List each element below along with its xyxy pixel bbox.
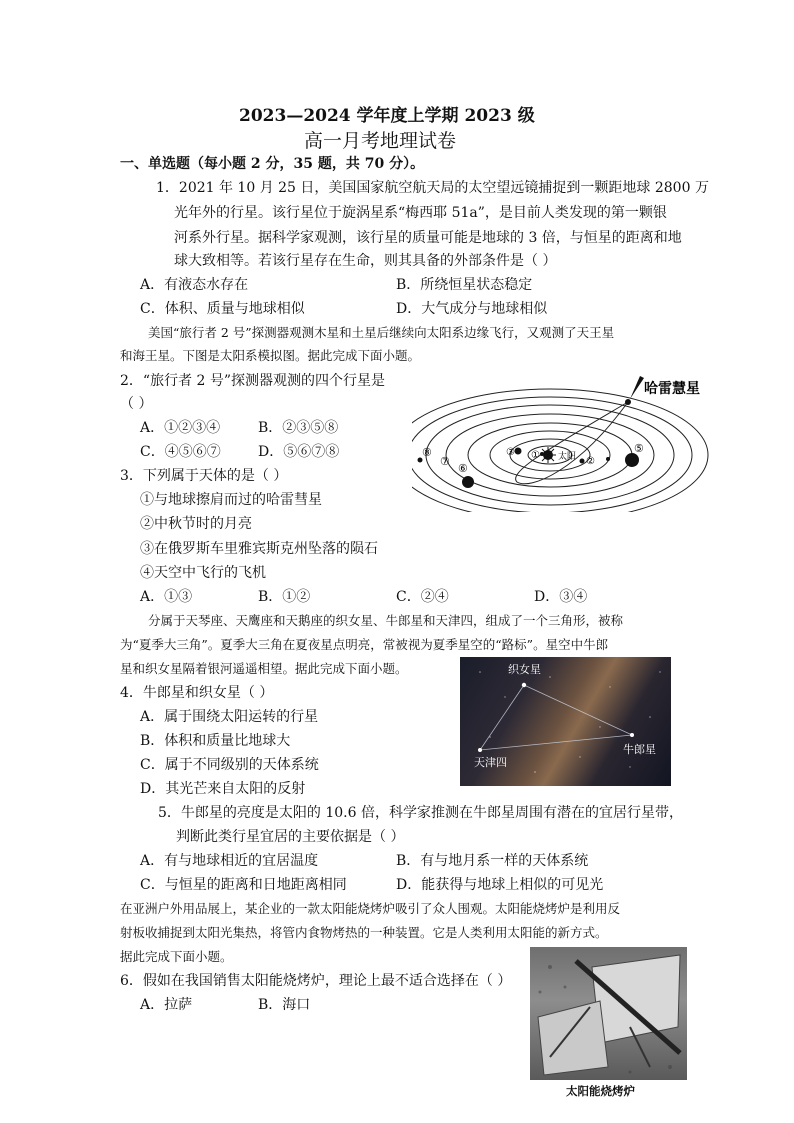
q1-stem-line1: 1．2021 年 10 月 25 日，美国国家航空航天局的太空望远镜捕捉到一颗距地球 2800 万 xyxy=(156,180,709,196)
q2-option-c[interactable]: C．④⑤⑥⑦ xyxy=(140,444,221,460)
planet-5 xyxy=(625,453,639,467)
q5-option-d[interactable]: D．能获得与地球上相似的可见光 xyxy=(396,877,604,893)
section-heading: 一、单选题（每小题 2 分，35 题，共 70 分）。 xyxy=(120,156,425,172)
q2-stem-line1: 2．“旅行者 2 号”探测器观测的四个行星是 xyxy=(120,373,386,389)
altair-star xyxy=(630,733,634,737)
planet-6 xyxy=(462,476,474,488)
q3-option-b[interactable]: B．①② xyxy=(258,589,311,605)
planet-label-7: ⑦ xyxy=(440,455,450,468)
solar-grill-caption: 太阳能烧烤炉 xyxy=(566,1084,635,1098)
planet-label-5: ⑤ xyxy=(634,442,644,455)
q2-stem-line2: （ ） xyxy=(120,396,153,412)
sun-label: 太阳 xyxy=(558,452,577,462)
q5-stem-line2: 判断此类行星宜居的主要依据是（ ） xyxy=(176,829,405,845)
solar-system-figure xyxy=(412,372,712,512)
q3-option-a[interactable]: A．①③ xyxy=(140,589,193,605)
planet-3 xyxy=(515,448,522,455)
q1-stem-line2: 光年外的行星。该行星位于旋涡星系“梅西耶 51a”，是目前人类发现的第一颗银 xyxy=(174,205,667,221)
q3-item-3: ③在俄罗斯车里雅宾斯克州坠落的陨石 xyxy=(140,541,378,557)
planet-label-2: ② xyxy=(586,456,595,467)
q4-option-c[interactable]: C．属于不同级别的天体系统 xyxy=(140,757,319,773)
planet-2 xyxy=(580,459,585,464)
planet-4 xyxy=(606,457,610,461)
intro4-line1: 分属于天琴座、天鹰座和天鹅座的织女星、牛郎星和天津四，组成了一个三角形，被称 xyxy=(148,613,624,628)
q2-option-b[interactable]: B．②③⑤⑧ xyxy=(258,420,339,436)
planet-label-8: ⑧ xyxy=(422,446,432,459)
q6-option-b[interactable]: B．海口 xyxy=(258,997,311,1013)
q1-option-c[interactable]: C．体积、质量与地球相似 xyxy=(140,301,305,317)
q2-option-a[interactable]: A．①②③④ xyxy=(140,420,221,436)
intro4-line2: 为“夏季大三角”。夏季大三角在夏夜星点明亮，常被视为夏季星空的“路标”。星空中牛郎 xyxy=(120,637,609,652)
planet-label-6: ⑥ xyxy=(458,462,468,475)
deneb-label: 天津四 xyxy=(474,757,507,769)
planet-label-3: ③ xyxy=(506,447,515,458)
q1-option-b[interactable]: B．所绕恒星状态稳定 xyxy=(396,277,533,293)
q3-item-4: ④天空中飞行的飞机 xyxy=(140,565,266,581)
q1-stem-line3: 河系外行星。据科学家观测，该行星的质量可能是地球的 3 倍，与恒星的距离和地 xyxy=(174,230,682,246)
comet-label: 哈雷慧星 xyxy=(644,380,700,396)
deneb-star xyxy=(478,748,482,752)
q4-option-b[interactable]: B．体积和质量比地球大 xyxy=(140,733,291,749)
planet-8 xyxy=(418,458,423,463)
q3-item-2: ②中秋节时的月亮 xyxy=(140,516,252,532)
altair-label: 牛郎星 xyxy=(623,744,656,756)
q1-option-a[interactable]: A．有液态水存在 xyxy=(140,277,249,293)
q5-option-c[interactable]: C．与恒星的距离和日地距离相同 xyxy=(140,877,347,893)
q5-stem-line1: 5．牛郎星的亮度是太阳的 10.6 倍，科学家推测在牛郎星周围有潜在的宜居行星带， xyxy=(158,805,683,821)
intro2-line2: 和海王星。下图是太阳系模拟图。据此完成下面小题。 xyxy=(120,348,421,363)
q5-option-b[interactable]: B．有与地月系一样的天体系统 xyxy=(396,853,589,869)
q1-stem-line4: 球大致相等。若该行星存在生命，则其具备的外部条件是（ ） xyxy=(174,253,557,269)
q4-option-d[interactable]: D．其光芒来自太阳的反射 xyxy=(140,781,306,797)
planet-1 xyxy=(540,452,544,456)
q3-item-1: ①与地球擦肩而过的哈雷彗星 xyxy=(140,492,322,508)
title-line1: 2023—2024 学年度上学期 2023 级 xyxy=(239,106,535,126)
q1-option-d[interactable]: D．大气成分与地球相似 xyxy=(396,301,548,317)
q4-option-a[interactable]: A．属于围绕太阳运转的行星 xyxy=(140,709,319,725)
q5-option-a[interactable]: A．有与地球相近的宜居温度 xyxy=(140,853,319,869)
q3-option-d[interactable]: D．③④ xyxy=(534,589,588,605)
q2-option-d[interactable]: D．⑤⑥⑦⑧ xyxy=(258,444,340,460)
intro6-line3: 据此完成下面小题。 xyxy=(120,949,233,964)
intro6-line2: 射板收捕捉到太阳光集热，将管内食物烤热的一种装置。它是人类利用太阳能的新方式。 xyxy=(120,925,608,940)
intro4-line3: 星和织女星隔着银河遥遥相望。据此完成下面小题。 xyxy=(120,661,408,676)
q6-stem: 6．假如在我国销售太阳能烧烤炉，理论上最不适合选择在（ ） xyxy=(120,973,512,989)
summer-triangle-photo xyxy=(460,657,671,786)
solar-grill-photo xyxy=(530,947,687,1080)
intro6-line1: 在亚洲户外用品展上，某企业的一款太阳能烧烤炉吸引了众人围观。太阳能烧烤炉是利用反 xyxy=(120,901,621,916)
planet-label-1: ① xyxy=(531,450,540,461)
intro2-line1: 美国“旅行者 2 号”探测器观测木星和土星后继续向太阳系边缘飞行，又观测了天王星 xyxy=(148,325,615,340)
vega-label: 织女星 xyxy=(508,664,541,676)
title-line2: 高一月考地理试卷 xyxy=(304,130,457,152)
q3-stem: 3．下列属于天体的是（ ） xyxy=(120,468,288,484)
q6-option-a[interactable]: A．拉萨 xyxy=(140,997,193,1013)
q3-option-c[interactable]: C．②④ xyxy=(396,589,449,605)
q4-stem: 4．牛郎星和织女星（ ） xyxy=(120,685,274,701)
orbit-8 xyxy=(412,389,708,512)
vega-star xyxy=(522,683,526,687)
